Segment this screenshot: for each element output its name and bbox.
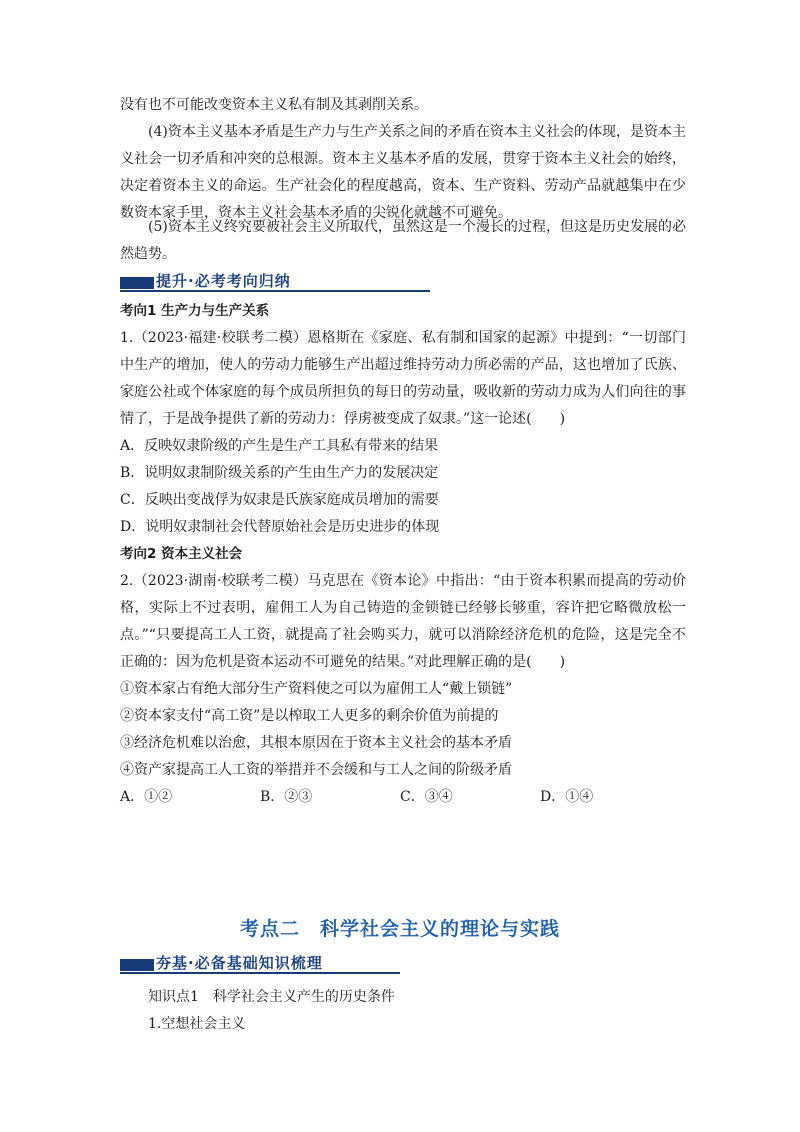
knowledge-point-heading: 知识点1 科学社会主义产生的历史条件 (148, 989, 395, 1005)
paragraph-point-4: (4)资本主义基本矛盾是生产力与生产关系之间的矛盾在资本主义社会的体现，是资本主义社会一切矛盾和冲突的总根源。资本主义基本矛盾的发展，贯穿于资本主义社会的始终，决定着资本主义的命运。生产社会化的程度越高，资本、生产资料、劳动产品就越集中在少数资本家手里，资本主义社会基本矛盾的尖锐化就越不可避免。 (120, 124, 686, 221)
direction-heading-1: 考向1 生产力与生产关系 (120, 303, 270, 319)
question-2-statement-4: ④资产家提高工人工资的举措并不会缓和与工人之间的阶级矛盾 (120, 762, 512, 778)
question-2-option-b: B．②③ (260, 789, 313, 805)
question-1-stem: 1.（2023·福建·校联考二模）恩格斯在《家庭、私有制和国家的起源》中提到：“一切部门中生产的增加，使人的劳动力能够生产出超过维持劳动力所必需的产品，这也增加了氏族、家庭公社或个体家庭的每个成员所担负的每日的劳动量，吸收新的劳动力成为人们向往的事情了，于是战争提供了新的劳动力：俘虏被变成了奴隶。”这一论述( ) (120, 330, 686, 427)
banner-bar-icon (120, 959, 154, 971)
question-1-option-d: D．说明奴隶制社会代替原始社会是历史进步的体现 (120, 519, 440, 535)
question-1-option-a: A．反映奴隶阶级的产生是生产工具私有带来的结果 (120, 438, 439, 454)
banner-title: 提升·必考考向归纳 (156, 272, 291, 290)
paragraph-point-5: (5)资本主义终究要被社会主义所取代，虽然这是一个漫长的过程，但这是历史发展的必然趋势。 (120, 219, 686, 262)
question-2-statement-1: ①资本家占有绝大部分生产资料使之可以为雇佣工人“戴上锁链” (120, 681, 513, 697)
banner-underline (120, 290, 430, 292)
question-2-option-d: D．①④ (540, 789, 594, 805)
section-title: 考点二 科学社会主义的理论与实践 (239, 918, 560, 940)
question-1-option-b: B．说明奴隶制阶级关系的产生由生产力的发展决定 (120, 465, 439, 481)
section-banner-advance (120, 270, 430, 292)
question-1-option-c: C．反映出变战俘为奴隶是氏族家庭成员增加的需要 (120, 492, 439, 508)
banner-bar-icon (120, 277, 154, 289)
question-2-option-c: C．③④ (400, 789, 453, 805)
question-2-stem: 2.（2023·湖南·校联考二模）马克思在《资本论》中指出：“由于资本积累而提高的劳动价格，实际上不过表明，雇佣工人为自己铸造的金锁链已经够长够重，容许把它略微放松一点。”“只要提高工人工资，就提高了社会购买力，就可以消除经济危机的危险，这是完全不正确的：因为危机是资本运动不可避免的结果。”对此理解正确的是( ) (120, 573, 686, 670)
paragraph-continuation: 没有也不可能改变资本主义私有制及其剥削关系。 (120, 97, 428, 113)
question-2-statement-3: ③经济危机难以治愈，其根本原因在于资本主义社会的基本矛盾 (120, 735, 512, 751)
question-2-statement-2: ②资本家支付“高工资”是以榨取工人更多的剩余价值为前提的 (120, 708, 499, 724)
question-2-option-a: A．①② (120, 789, 173, 805)
banner-underline (120, 972, 400, 974)
direction-heading-2: 考向2 资本主义社会 (120, 546, 243, 562)
sub-heading: 1.空想社会主义 (148, 1016, 246, 1032)
banner-title: 夯基·必备基础知识梳理 (156, 954, 323, 972)
question-2-options (120, 784, 686, 811)
section-banner-foundation (120, 952, 400, 974)
